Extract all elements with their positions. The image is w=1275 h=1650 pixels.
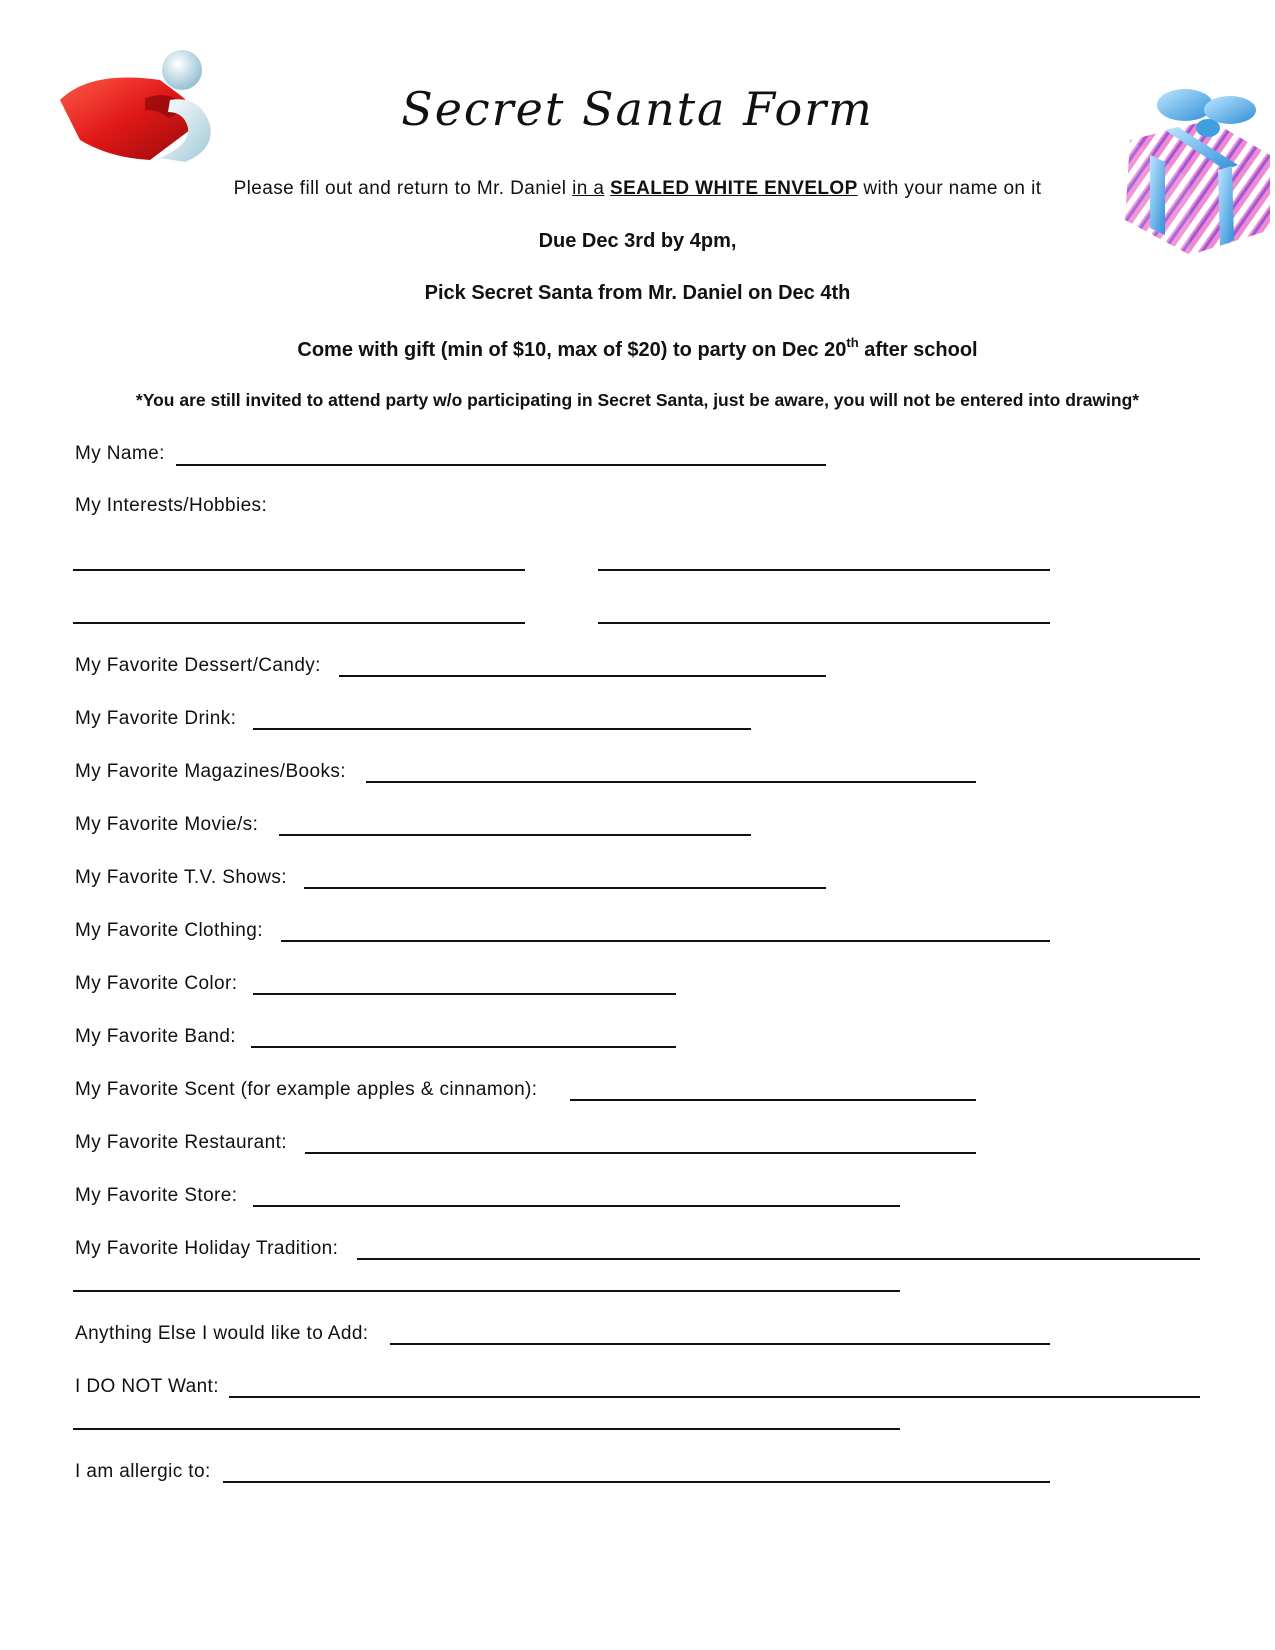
tradition-label: My Favorite Holiday Tradition: (75, 1238, 339, 1259)
interests-field-1[interactable] (73, 569, 525, 571)
band-label: My Favorite Band: (75, 1026, 236, 1047)
name-label: My Name: (75, 443, 165, 464)
instruction-pre: Please fill out and return to Mr. Daniel (233, 178, 573, 199)
scent-field[interactable] (570, 1099, 976, 1101)
movies-label: My Favorite Movie/s: (75, 814, 259, 835)
tv-label: My Favorite T.V. Shows: (75, 867, 287, 888)
tradition-field-1[interactable] (357, 1258, 1200, 1260)
page-title: Secret Santa Form (401, 82, 874, 136)
drink-label: My Favorite Drink: (75, 708, 237, 729)
pick-date: Pick Secret Santa from Mr. Daniel on Dec 4th (424, 282, 851, 304)
instruction-post: with your name on it (857, 178, 1042, 199)
party-info-main: Come with gift (min of $10, max of $20) to party on Dec 20 (297, 339, 847, 361)
tradition-field-2[interactable] (73, 1290, 900, 1292)
due-date: Due Dec 3rd by 4pm, (538, 230, 737, 252)
instruction-in-a: in a (572, 178, 605, 199)
dessert-label: My Favorite Dessert/Candy: (75, 655, 321, 676)
magazines-field[interactable] (366, 781, 976, 783)
anything-else-field[interactable] (390, 1343, 1050, 1345)
clothing-label: My Favorite Clothing: (75, 920, 263, 941)
name-field[interactable] (176, 464, 826, 466)
instruction-line (0, 178, 1275, 200)
movies-field[interactable] (279, 834, 751, 836)
party-info-sup: th (846, 335, 859, 350)
clothing-field[interactable] (281, 940, 1050, 942)
drink-field[interactable] (253, 728, 751, 730)
store-field[interactable] (253, 1205, 900, 1207)
party-info-post: after school (858, 339, 978, 361)
interests-label: My Interests/Hobbies: (75, 495, 268, 516)
band-field[interactable] (251, 1046, 676, 1048)
allergic-field[interactable] (223, 1481, 1050, 1483)
restaurant-label: My Favorite Restaurant: (75, 1132, 287, 1153)
scent-label: My Favorite Scent (for example apples & cinnamon): (75, 1079, 538, 1100)
anything-else-label: Anything Else I would like to Add: (75, 1323, 369, 1344)
interests-field-2[interactable] (598, 569, 1050, 571)
tv-field[interactable] (304, 887, 826, 889)
party-info (0, 335, 1275, 362)
store-label: My Favorite Store: (75, 1185, 238, 1206)
do-not-want-label: I DO NOT Want: (75, 1376, 219, 1397)
interests-field-4[interactable] (598, 622, 1050, 624)
instruction-envelope: SEALED WHITE ENVELOP (610, 178, 858, 199)
color-label: My Favorite Color: (75, 973, 238, 994)
restaurant-field[interactable] (305, 1152, 976, 1154)
do-not-want-field-2[interactable] (73, 1428, 900, 1430)
allergic-label: I am allergic to: (75, 1461, 211, 1482)
magazines-label: My Favorite Magazines/Books: (75, 761, 346, 782)
participation-note: *You are still invited to attend party w/o participating in Secret Santa, just be aware, you will not be entered into drawing* (135, 390, 1140, 410)
interests-field-3[interactable] (73, 622, 525, 624)
do-not-want-field-1[interactable] (229, 1396, 1200, 1398)
color-field[interactable] (253, 993, 676, 995)
dessert-field[interactable] (339, 675, 826, 677)
